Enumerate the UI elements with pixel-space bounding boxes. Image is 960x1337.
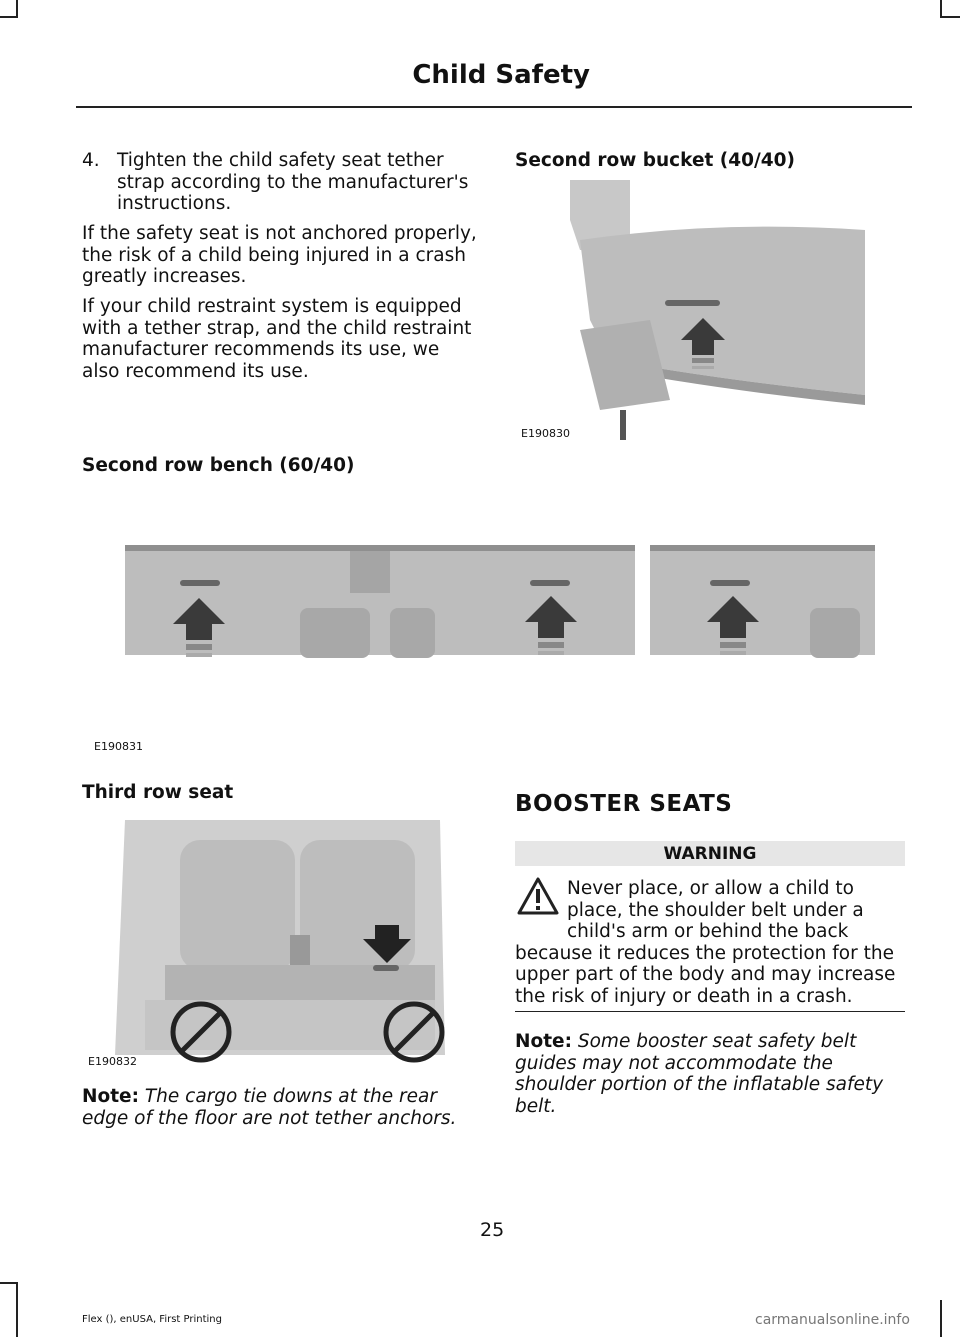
header-divider — [76, 106, 912, 108]
figure-heading-bench: Second row bench (60/40) — [82, 455, 355, 476]
watermark: carmanualsonline.info — [755, 1312, 910, 1328]
section-title-booster: BOOSTER SEATS — [515, 791, 733, 817]
note-label: Note: — [82, 1086, 139, 1107]
paragraph-anchoring: If the safety seat is not anchored properly, the risk of a child being injured in a crash greatly increases. — [82, 223, 477, 287]
warning-divider — [515, 1011, 905, 1012]
page-title: Child Safety — [412, 60, 590, 90]
warning-text-indent — [515, 878, 567, 942]
note-label: Note: — [515, 1031, 572, 1052]
warning-text — [515, 878, 907, 1007]
figure-code-bucket: E190830 — [521, 427, 570, 440]
note-cargo-tie-downs — [82, 1086, 477, 1129]
page-number: 25 — [480, 1219, 505, 1241]
crop-mark — [0, 16, 18, 18]
paragraph-tether: If your child restraint system is equipped with a tether strap, and the child restraint manufacturer recommends its use, we also recommend its use. — [82, 296, 472, 382]
figure-code-bench: E190831 — [94, 740, 143, 753]
note-text: Some booster seat safety belt guides may not accommodate the shoulder portion of the inflatable safety belt. — [515, 1031, 884, 1117]
figure-third-row-seat — [105, 815, 450, 1065]
crop-mark — [0, 1282, 18, 1284]
step-text: Tighten the child safety seat tether strap according to the manufacturer's instructions. — [117, 150, 469, 214]
note-text: The cargo tie downs at the rear edge of the floor are not tether anchors. — [82, 1086, 457, 1129]
edition-footer: Flex (), enUSA, First Printing — [82, 1314, 222, 1325]
step-number: 4. — [82, 150, 100, 171]
figure-heading-third-row: Third row seat — [82, 782, 234, 803]
warning-label: WARNING — [663, 844, 757, 864]
figure-code-third-row: E190832 — [88, 1055, 137, 1068]
crop-mark — [940, 1300, 942, 1337]
warning-header — [515, 841, 905, 866]
figure-second-row-bench — [120, 500, 880, 700]
crop-mark — [16, 1282, 18, 1337]
figure-second-row-bucket — [520, 180, 865, 445]
figure-heading-bucket: Second row bucket (40/40) — [515, 150, 795, 171]
note-booster-belt-guides — [515, 1031, 907, 1117]
crop-mark — [942, 16, 960, 18]
warning-body: Never place, or allow a child to place, the shoulder belt under a child's arm or behind the back because it reduces the protection for the upper part of the body and may increase the risk of injury or death in a crash. — [515, 878, 896, 1007]
